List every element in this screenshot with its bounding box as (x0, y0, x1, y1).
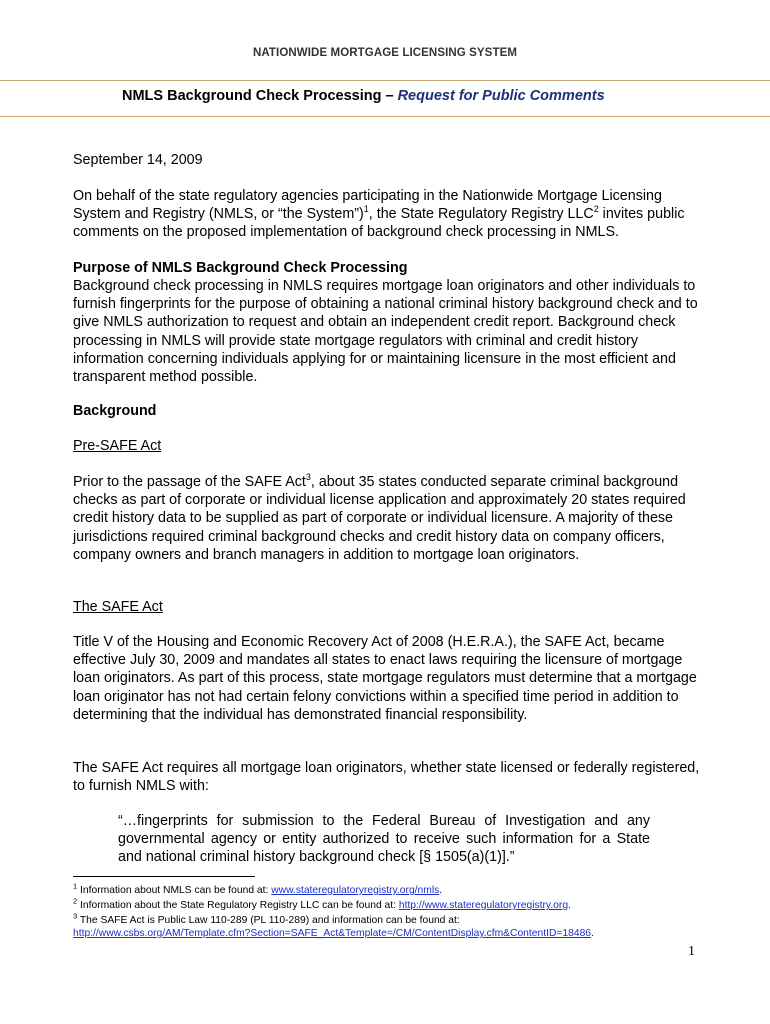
footnote-2-link[interactable]: http://www.stateregulatoryregistry.org (398, 900, 569, 911)
title-main: NMLS Background Check Processing – (122, 88, 398, 104)
footnote-1: $^1$ Information about NMLS can be found at: www.stateregulatoryregistry.org/nmls. (73, 881, 443, 896)
footnote-3-link[interactable]: http://www.csbs.org/AM/Template.cfm?Section=SAFE_Act&Template=/CM/ContentDisplay.cfm&ContentID=18486 (73, 928, 592, 939)
purpose-paragraph: Background check processing in NMLS requires mortgage loan originators and other individuals to furnish fingerprints for the purpose of obtaining a national criminal history background check and to give NMLS authorization to request and obtain an independent credit report. Background check processing in NMLS will provide state mortgage regulators with criminal and credit history information concerning individuals applying for or maintaining licensure in the most efficient and transparent method possible. (73, 278, 698, 386)
footnote-ref-3: 3 (305, 472, 311, 483)
safe-heading: The SAFE Act (73, 599, 163, 615)
footnote-ref-1: 1 (363, 204, 369, 215)
header-rule-bottom (0, 116, 770, 117)
page-number: 1 (688, 944, 695, 959)
footnote-2: $^2$ Information about the State Regulatory Registry LLC can be found at: http://www.stateregulatoryregistry.org. (73, 896, 571, 911)
footnote-ref-2: 2 (593, 204, 599, 215)
presafe-paragraph: Prior to the passage of the SAFE Act$^3$, about 35 states conducted separate criminal background checks as part of corporate or individual license application and approximately 20 states required credit history data to be supplied as part of corporate or individual licensure. A majority of these jurisdictions required criminal background checks and credit history data on company officers, company owners and branch managers in addition to mortgage loan originators. (73, 472, 686, 563)
purpose-heading: Purpose of NMLS Background Check Processing (73, 260, 408, 276)
document-date: September 14, 2009 (73, 152, 203, 168)
safe-quote: “…fingerprints for submission to the Federal Bureau of Investigation and any governmental agency or entity authorized to receive such information for a State and national criminal history background check [§ 1505(a)(1)].” (118, 813, 650, 866)
safe-paragraph-2: The SAFE Act requires all mortgage loan originators, whether state licensed or federally registered, to furnish NMLS with: (73, 760, 700, 795)
presafe-heading: Pre-SAFE Act (73, 438, 162, 454)
background-heading: Background (73, 403, 157, 419)
document-header: NATIONWIDE MORTGAGE LICENSING SYSTEM (252, 47, 518, 59)
header-rule-top (0, 80, 770, 81)
footnote-1-link[interactable]: www.stateregulatoryregistry.org/nmls (271, 885, 440, 896)
intro-paragraph: On behalf of the state regulatory agencies participating in the Nationwide Mortgage Licensing System and Registry (NMLS, or “the System”)$^1$, the State Regulatory Registry LLC$^2$ invites public comments on the proposed implementation of background check processing in NMLS. (73, 188, 685, 241)
safe-paragraph-1: Title V of the Housing and Economic Recovery Act of 2008 (H.E.R.A.), the SAFE Act, became effective July 30, 2009 and mandates all states to enact laws requiring the licensure of mortgage loan originators. As part of this process, state mortgage regulators must determine that a mortgage loan originator has not had certain felony convictions within a specified time period in addition to determining that the individual has demonstrated financial responsibility. (73, 634, 697, 723)
title-accent: Request for Public Comments (397, 88, 605, 104)
footnote-divider (73, 876, 255, 877)
document-title (122, 88, 605, 104)
footnote-3: $^3$ The SAFE Act is Public Law 110-289 (PL 110-289) and information can be found at: http://www.csbs.org/AM/Template.cfm?Section=SAFE_Act&Template=/CM/ContentDisplay.cfm&ContentID=18486. (73, 911, 594, 939)
